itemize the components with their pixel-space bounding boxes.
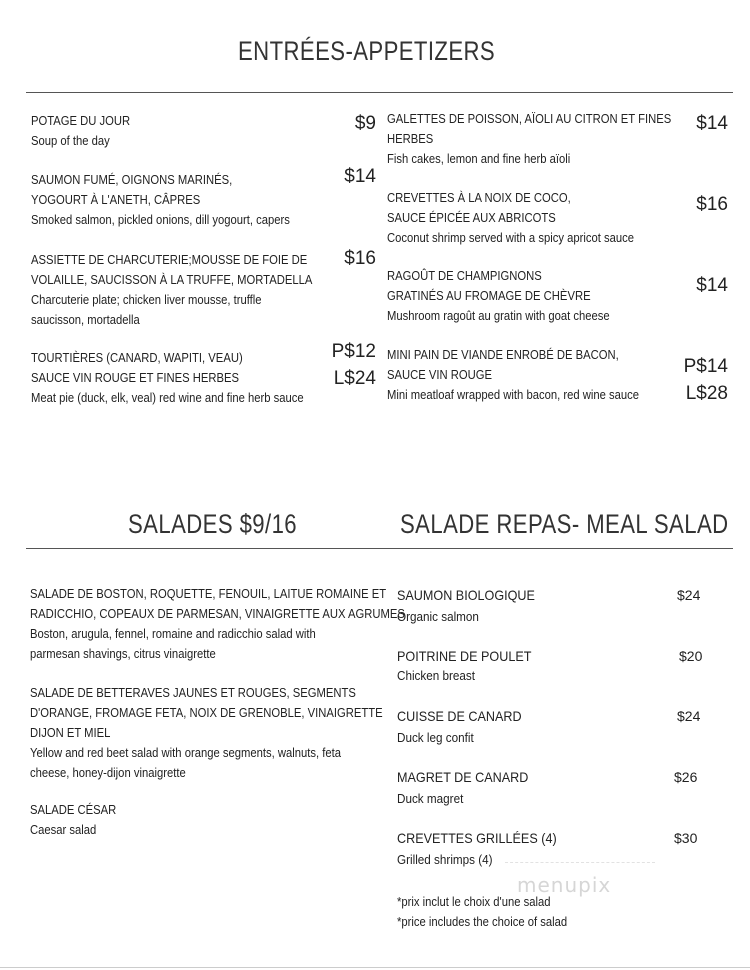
item-name: POITRINE DE POULET: [397, 648, 532, 664]
item-description: Duck leg confit: [397, 730, 474, 745]
item-description: Mini meatloaf wrapped with bacon, red wine sauce: [387, 388, 640, 402]
price-galettes: $14: [696, 113, 728, 134]
item-name: DIJON ET MIEL: [30, 726, 111, 740]
price-ragout: $14: [696, 275, 728, 296]
item-description: Boston, arugula, fennel, romaine and radicchio salad with: [30, 627, 316, 641]
price-magret: $26: [674, 769, 698, 785]
item-description: saucisson, mortadella: [31, 313, 140, 327]
item-name: SAUMON FUMÉ, OIGNONS MARINÉS,: [31, 173, 233, 187]
price-crevettes-coco: $16: [696, 194, 728, 215]
item-description: Grilled shrimps (4): [397, 852, 493, 867]
item-description: Charcuterie plate; chicken liver mousse, truffle: [31, 293, 262, 307]
price-poulet: $20: [679, 648, 703, 664]
item-name: RAGOÛT DE CHAMPIGNONS: [387, 269, 542, 283]
price-crevettes-grillees: $30: [674, 830, 698, 846]
item-name: VOLAILLE, SAUCISSON À LA TRUFFE, MORTADELLA: [31, 273, 313, 287]
salad-item-cesar: [30, 800, 126, 840]
price-potage: $9: [354, 113, 376, 134]
item-name: YOGOURT À L'ANETH, CÂPRES: [31, 193, 201, 207]
item-name: SALADE DE BETTERAVES JAUNES ET ROUGES, SEGMENTS: [30, 686, 356, 700]
meal-item-saumon: [397, 585, 550, 627]
item-name: SAUCE VIN ROUGE ET FINES HERBES: [31, 371, 239, 385]
item-name: MINI PAIN DE VIANDE ENROBÉ DE BACON,: [387, 348, 619, 362]
salads-title: SALADES $9/16: [128, 509, 298, 539]
item-description: Caesar salad: [30, 823, 97, 837]
item-name: MAGRET DE CANARD: [397, 769, 529, 785]
item-name: SAUMON BIOLOGIQUE: [397, 587, 535, 603]
price-saumon-fume: $14: [344, 166, 376, 187]
item-name: RADICCHIO, COPEAUX DE PARMESAN, VINAIGRETTE AUX AGRUMES: [30, 607, 405, 621]
item-description: Smoked salmon, pickled onions, dill yogourt, capers: [31, 213, 290, 227]
menu-item-potage: [31, 111, 141, 151]
meal-item-crevettes-grillees: [397, 828, 574, 870]
item-name: POTAGE DU JOUR: [31, 114, 131, 128]
menu-item-crevettes-coco: [387, 188, 661, 248]
appetizers-divider: [26, 92, 733, 93]
price-mini-pain-small: P$14: [683, 356, 728, 377]
watermark-logo: menupix: [517, 873, 612, 897]
price-saumon-bio: $24: [677, 587, 701, 603]
salads-divider: [26, 548, 733, 549]
item-name: SALADE CÉSAR: [30, 803, 117, 817]
price-note-fr: *prix inclut le choix d'une salad: [397, 895, 551, 909]
appetizers-title: ENTRÉES-APPETIZERS: [238, 36, 496, 66]
item-name: CREVETTES À LA NOIX DE COCO,: [387, 191, 571, 205]
item-name: CUISSE DE CANARD: [397, 708, 522, 724]
price-tourtieres-large: L$24: [333, 368, 376, 389]
menu-item-galettes: [387, 109, 703, 169]
item-description: cheese, honey-dijon vinaigrette: [30, 766, 186, 780]
item-name: ASSIETTE DE CHARCUTERIE;MOUSSE DE FOIE DE: [31, 253, 308, 267]
salad-item-boston: [30, 584, 447, 664]
item-name: SAUCE ÉPICÉE AUX ABRICOTS: [387, 211, 556, 225]
item-name: GRATINÉS AU FROMAGE DE CHÈVRE: [387, 289, 591, 303]
salad-item-betteraves: [30, 683, 422, 783]
meal-salad-title: SALADE REPAS- MEAL SALAD: [400, 509, 729, 539]
item-name: SALADE DE BOSTON, ROQUETTE, FENOUIL, LAITUE ROMAINE ET: [30, 587, 387, 601]
menu-item-saumon-fume: [31, 170, 319, 230]
price-charcuterie: $16: [344, 248, 376, 269]
item-name: TOURTIÈRES (CANARD, WAPITI, VEAU): [31, 351, 243, 365]
price-tourtieres-small: P$12: [331, 341, 376, 362]
watermark-dots: [505, 862, 655, 863]
menu-item-ragout: [387, 266, 634, 326]
menu-item-tourtieres: [31, 348, 334, 408]
price-mini-pain-large: L$28: [685, 383, 728, 404]
item-name: CREVETTES GRILLÉES (4): [397, 830, 557, 846]
item-description: Chicken breast: [397, 668, 476, 683]
item-description: Coconut shrimp served with a spicy apricot sauce: [387, 231, 634, 245]
item-name: D'ORANGE, FROMAGE FETA, NOIX DE GRENOBLE, VINAIGRETTE: [30, 706, 383, 720]
price-note-en: *price includes the choice of salad: [397, 915, 568, 929]
item-name: GALETTES DE POISSON, AÏOLI AU CITRON ET FINES: [387, 112, 672, 126]
item-description: Fish cakes, lemon and fine herb aïoli: [387, 152, 571, 166]
item-description: Meat pie (duck, elk, veal) red wine and fine herb sauce: [31, 391, 304, 405]
menu-item-charcuterie: [31, 250, 344, 330]
item-description: Soup of the day: [31, 134, 110, 148]
bottom-edge: [0, 967, 750, 968]
price-cuisse-canard: $24: [677, 708, 701, 724]
item-description: parmesan shavings, citrus vinaigrette: [30, 647, 216, 661]
menu-item-mini-pain: [387, 345, 667, 405]
meal-item-magret: [397, 767, 543, 809]
item-description: Mushroom ragoût au gratin with goat cheese: [387, 309, 610, 323]
item-description: Organic salmon: [397, 609, 479, 624]
item-name: SAUCE VIN ROUGE: [387, 368, 493, 382]
meal-item-poulet: [397, 646, 546, 686]
item-description: Duck magret: [397, 791, 464, 806]
item-name: HERBES: [387, 132, 434, 146]
meal-item-cuisse-canard: [397, 706, 535, 748]
item-description: Yellow and red beet salad with orange segments, walnuts, feta: [30, 746, 342, 760]
